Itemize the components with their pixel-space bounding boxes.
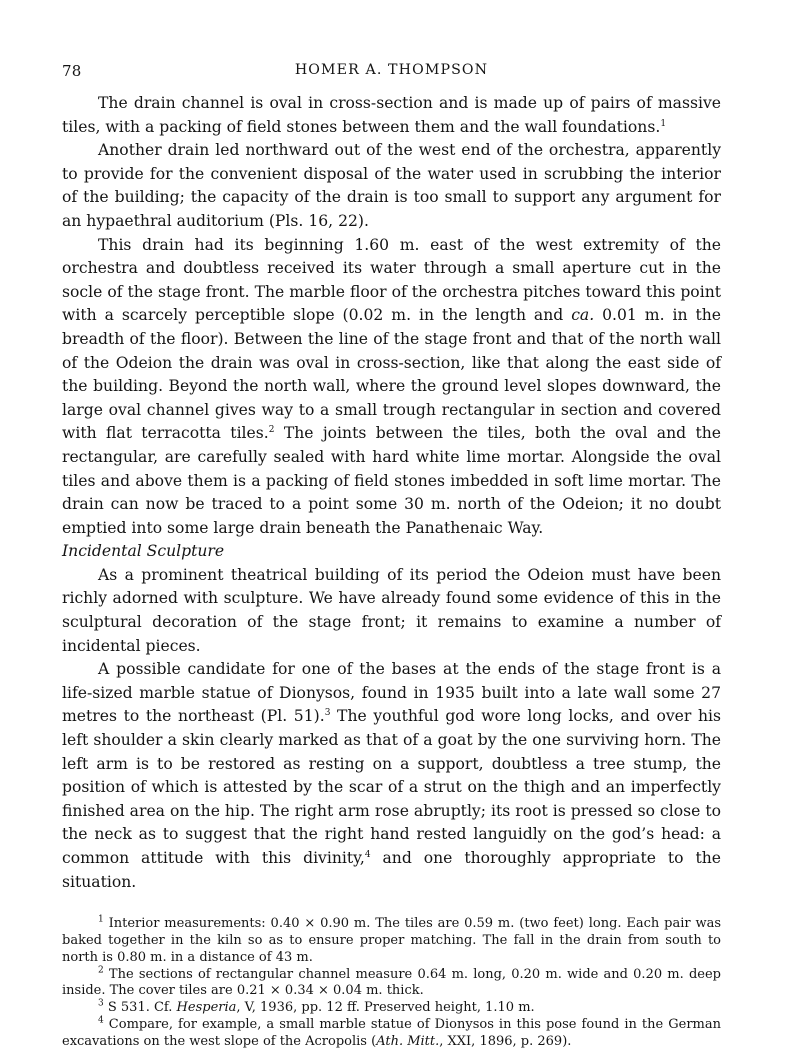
paragraph-second-drain: Another drain led northward out of the west end of the orchestra, apparently to provide for the convenient disposal of the water used in scrubbing the interior of the building; the capacity of the drain is too small to support any argument for an hypaethral auditorium (Pls. 16, 22). bbox=[62, 141, 721, 230]
paragraph-drain-beginning: This drain had its beginning 1.60 m. east of the west extremity of the orchestra and doubtless received its water through a small aperture cut in the socle of the stage front. The marble floor of the orchestra pitches toward this point with a scarcely perceptible slope (0.02 m. in the length and ca. 0.01 m. in the breadth of the floor). Between the line of the stage front and that of the north wall of the Odeion the drain was oval in cross-section, like that along the east side of the building. Beyond the north wall, where the ground level slopes downward, the large oval channel gives way to a small trough rectangular in section and covered with flat terracotta tiles.$^2$ The joints between the tiles, both the oval and the rectangular, are carefully sealed with hard white lime mortar. Alongside the oval tiles and above them is a packing of field stones imbedded in soft lime mortar. The drain can now be traced to a point some 30 m. north of the Odeion; it no doubt emptied into some large drain beneath the Panathenaic Way. bbox=[62, 235, 721, 537]
paragraph-sculpture-intro: As a prominent theatrical building of its period the Odeion must have been richly adorned with sculpture. We have already found some evidence of this in the sculptural decoration of the stage front; it remains to examine a number of incidental pieces. bbox=[62, 565, 721, 655]
footnote-3: $^3$ S 531. Cf. Hesperia, V, 1936, pp. 12 ff. Preserved height, 1.10 m. bbox=[98, 998, 535, 1016]
body-text bbox=[62, 92, 721, 894]
footnote-ref-2: 2 bbox=[268, 425, 275, 436]
footnote-1: $^1$ Interior measurements: 0.40 × 0.90 m. The tiles are 0.59 m. (two feet) long. Each pair was baked together in the kiln so as to ensure proper matching. The fall in the drain from south to north is 0.80 m. in a distance of 43 m. bbox=[62, 914, 721, 965]
page-number: 78 bbox=[62, 62, 82, 80]
footnote-ref-3: 3 bbox=[324, 708, 331, 719]
footnotes bbox=[62, 916, 721, 1050]
paragraph-drain-channel: The drain channel is oval in cross-section and is made up of pairs of massive tiles, with a packing of field stones between them and the wall foundations.$^1$ bbox=[62, 94, 721, 136]
page bbox=[62, 58, 721, 1051]
footnote-4: $^4$ Compare, for example, a small marble statue of Dionysos in this pose found in the German excavations on the west slope of the Acropolis (Ath. Mitt., XXI, 1896, p. 269). bbox=[62, 1015, 721, 1049]
page-header bbox=[62, 58, 721, 84]
section-heading: Incidental Sculpture bbox=[62, 542, 225, 561]
footnote-ref-1: 1 bbox=[660, 118, 667, 129]
footnote-ref-4: 4 bbox=[364, 849, 371, 860]
footnote-2: $^2$ The sections of rectangular channel measure 0.64 m. long, 0.20 m. wide and 0.20 m. deep inside. The cover tiles are 0.21 × 0.34 × 0.04 m. thick. bbox=[62, 965, 721, 999]
paragraph-dionysos-statue: A possible candidate for one of the bases at the ends of the stage front is a life-sized marble statue of Dionysos, found in 1935 built into a late wall some 27 metres to the northeast (Pl. 51).$^3$ The youthful god wore long locks, and over his left shoulder a skin clearly marked as that of a goat by the one surviving horn. The left arm is to be restored as resting on a support, doubtless a tree stump, the position of which is attested by the scar of a strut on the thigh and an imperfectly finished area on the hip. The right arm rose abruptly; its root is pressed so close to the neck as to suggest that the right hand rested languidly on the god’s head: a common attitude with this divinity,$^4$ and one thoroughly appropriate to the situation. bbox=[62, 660, 721, 891]
running-head: HOMER A. THOMPSON bbox=[294, 62, 489, 78]
